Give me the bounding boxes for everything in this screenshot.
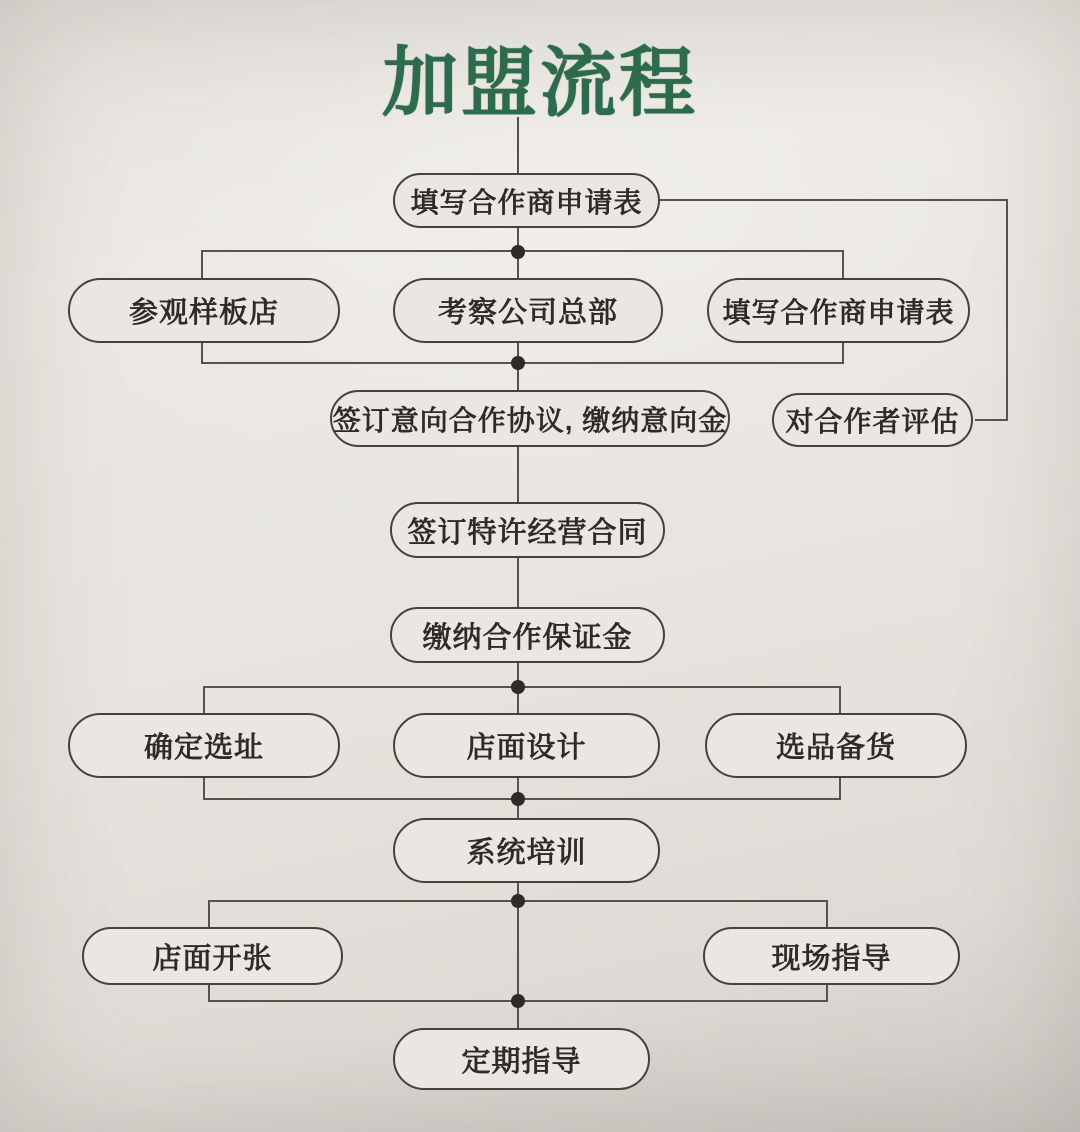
node-evaluate-partner [772, 393, 973, 447]
node-label: 系统培训 [466, 837, 587, 869]
node-apply-form-top [393, 173, 660, 228]
node-label: 考察公司总部 [437, 297, 618, 329]
node-label: 选品备货 [775, 732, 896, 764]
node-label: 缴纳合作保证金 [422, 621, 633, 654]
node-regular-guidance [393, 1028, 650, 1090]
node-select-products [705, 713, 967, 778]
node-visit-sample-store [68, 278, 340, 343]
node-label: 参观样板店 [128, 297, 279, 329]
node-apply-form-right [707, 278, 970, 343]
node-label: 定期指导 [461, 1045, 582, 1078]
node-label: 确定选址 [143, 732, 264, 764]
node-label: 签订特许经营合同 [407, 516, 648, 549]
page-title: 加盟流程 [382, 41, 698, 126]
node-store-design [393, 713, 660, 778]
node-label: 店面开张 [152, 942, 273, 975]
node-system-training [393, 818, 660, 883]
node-label: 填写合作商申请表 [410, 186, 643, 218]
node-label: 对合作者评估 [785, 406, 960, 437]
node-sign-intent-agreement [330, 390, 730, 447]
node-label: 签订意向合作协议, 缴纳意向金 [332, 404, 728, 436]
node-onsite-guidance [703, 927, 960, 985]
node-pay-deposit [390, 607, 665, 663]
node-store-opening [82, 927, 343, 985]
node-label: 现场指导 [771, 942, 892, 975]
node-sign-franchise-contract [390, 502, 665, 558]
node-label: 店面设计 [466, 732, 587, 764]
node-inspect-headquarters [393, 278, 663, 343]
node-confirm-site [68, 713, 340, 778]
node-label: 填写合作商申请表 [722, 296, 955, 328]
